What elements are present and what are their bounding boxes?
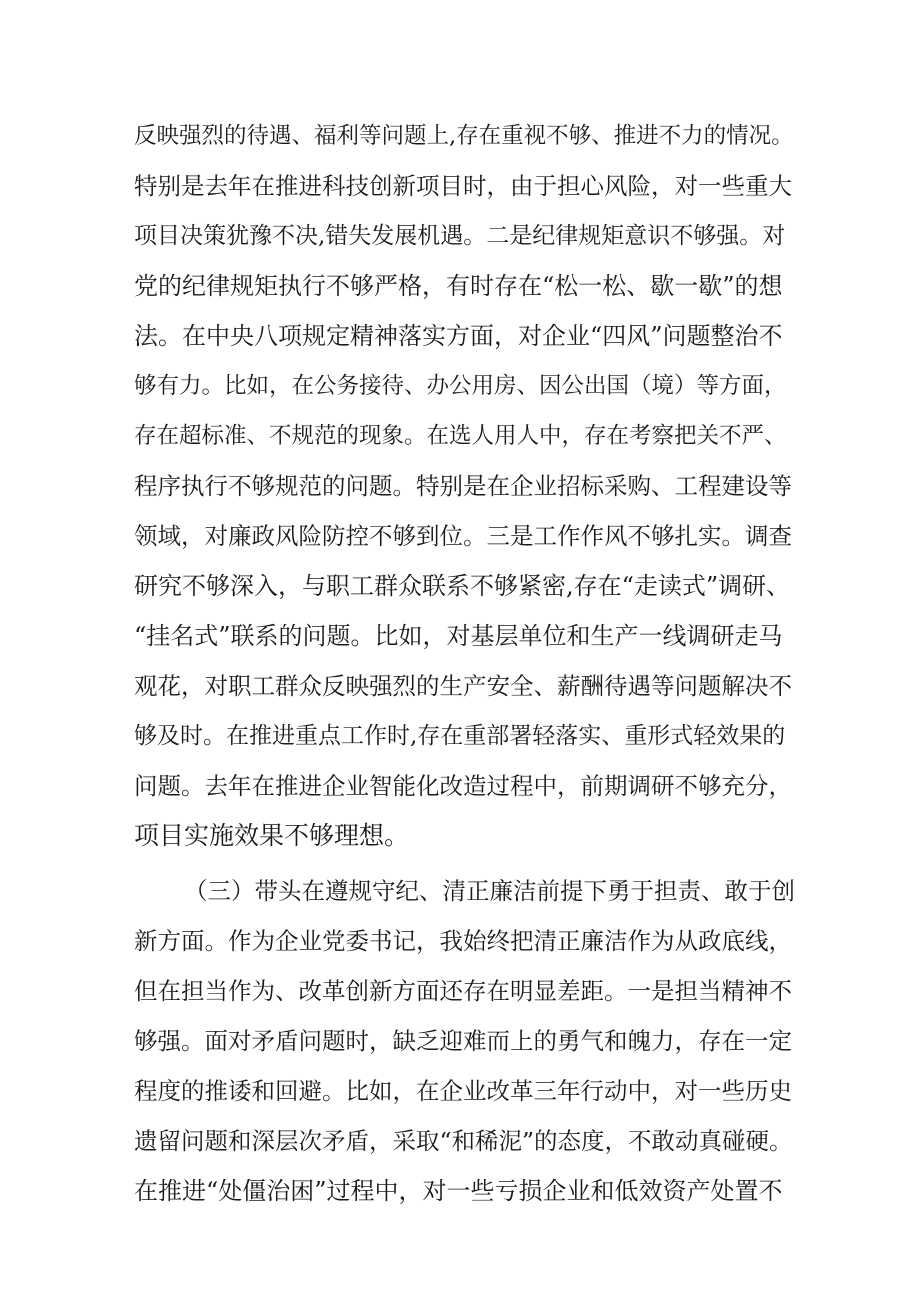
text-line: 领域，对廉政风险防控不够到位。三是工作作风不够扎实。调查 (134, 522, 792, 550)
text-line: 程序执行不够规范的问题。特别是在企业招标采购、工程建设等 (134, 472, 792, 500)
text-line: 在推进“处僵治困”过程中，对一些亏损企业和低效资产处置不 (134, 1177, 783, 1205)
section-heading-line: （三）带头在遵规守纪、清正廉洁前提下勇于担责、敢于创 (184, 877, 795, 905)
text-line: 研究不够深入，与职工群众联系不够紧密,存在“走读式”调研、 (134, 572, 791, 600)
text-line: 观花，对职工群众反映强烈的生产安全、薪酬待遇等问题解决不 (134, 672, 792, 700)
text-line: 党的纪律规矩执行不够严格，有时存在“松一松、歇一歇”的想 (134, 272, 783, 300)
text-line: 够强。面对矛盾问题时，缺乏迎难而上的勇气和魄力，存在一定 (134, 1027, 792, 1055)
text-line: 法。在中央八项规定精神落实方面，对企业“四风”问题整治不 (134, 322, 783, 350)
text-line: 遗留问题和深层次矛盾，采取“和稀泥”的态度，不敢动真碰硬。 (134, 1127, 793, 1155)
text-line: 项目决策犹豫不决,错失发展机遇。二是纪律规矩意识不够强。对 (134, 223, 786, 249)
text-line: 反映强烈的待遇、福利等问题上,存在重视不够、推进不力的情况。 (134, 123, 794, 149)
text-line: 项目实施效果不够理想。 (134, 821, 410, 850)
text-line: 够有力。比如，在公务接待、办公用房、因公出国（境）等方面， (134, 373, 787, 399)
text-line: 程度的推诿和回避。比如，在企业改革三年行动中，对一些历史 (134, 1077, 792, 1105)
text-line: 但在担当作为、改革创新方面还存在明显差距。一是担当精神不 (134, 977, 792, 1005)
text-line: 新方面。作为企业党委书记，我始终把清正廉洁作为从政底线， (134, 927, 792, 955)
text-line: 问题。去年在推进企业智能化改造过程中，前期调研不够充分， (134, 772, 792, 800)
text-line: 够及时。在推进重点工作时,存在重部署轻落实、重形式轻效果的 (134, 723, 786, 749)
text-line: “挂名式”联系的问题。比如，对基层单位和生产一线调研走马 (134, 622, 783, 650)
text-line: 存在超标准、不规范的现象。在选人用人中，存在考察把关不严、 (134, 423, 787, 449)
text-line: 特别是去年在推进科技创新项目时，由于担心风险，对一些重大 (134, 172, 792, 200)
